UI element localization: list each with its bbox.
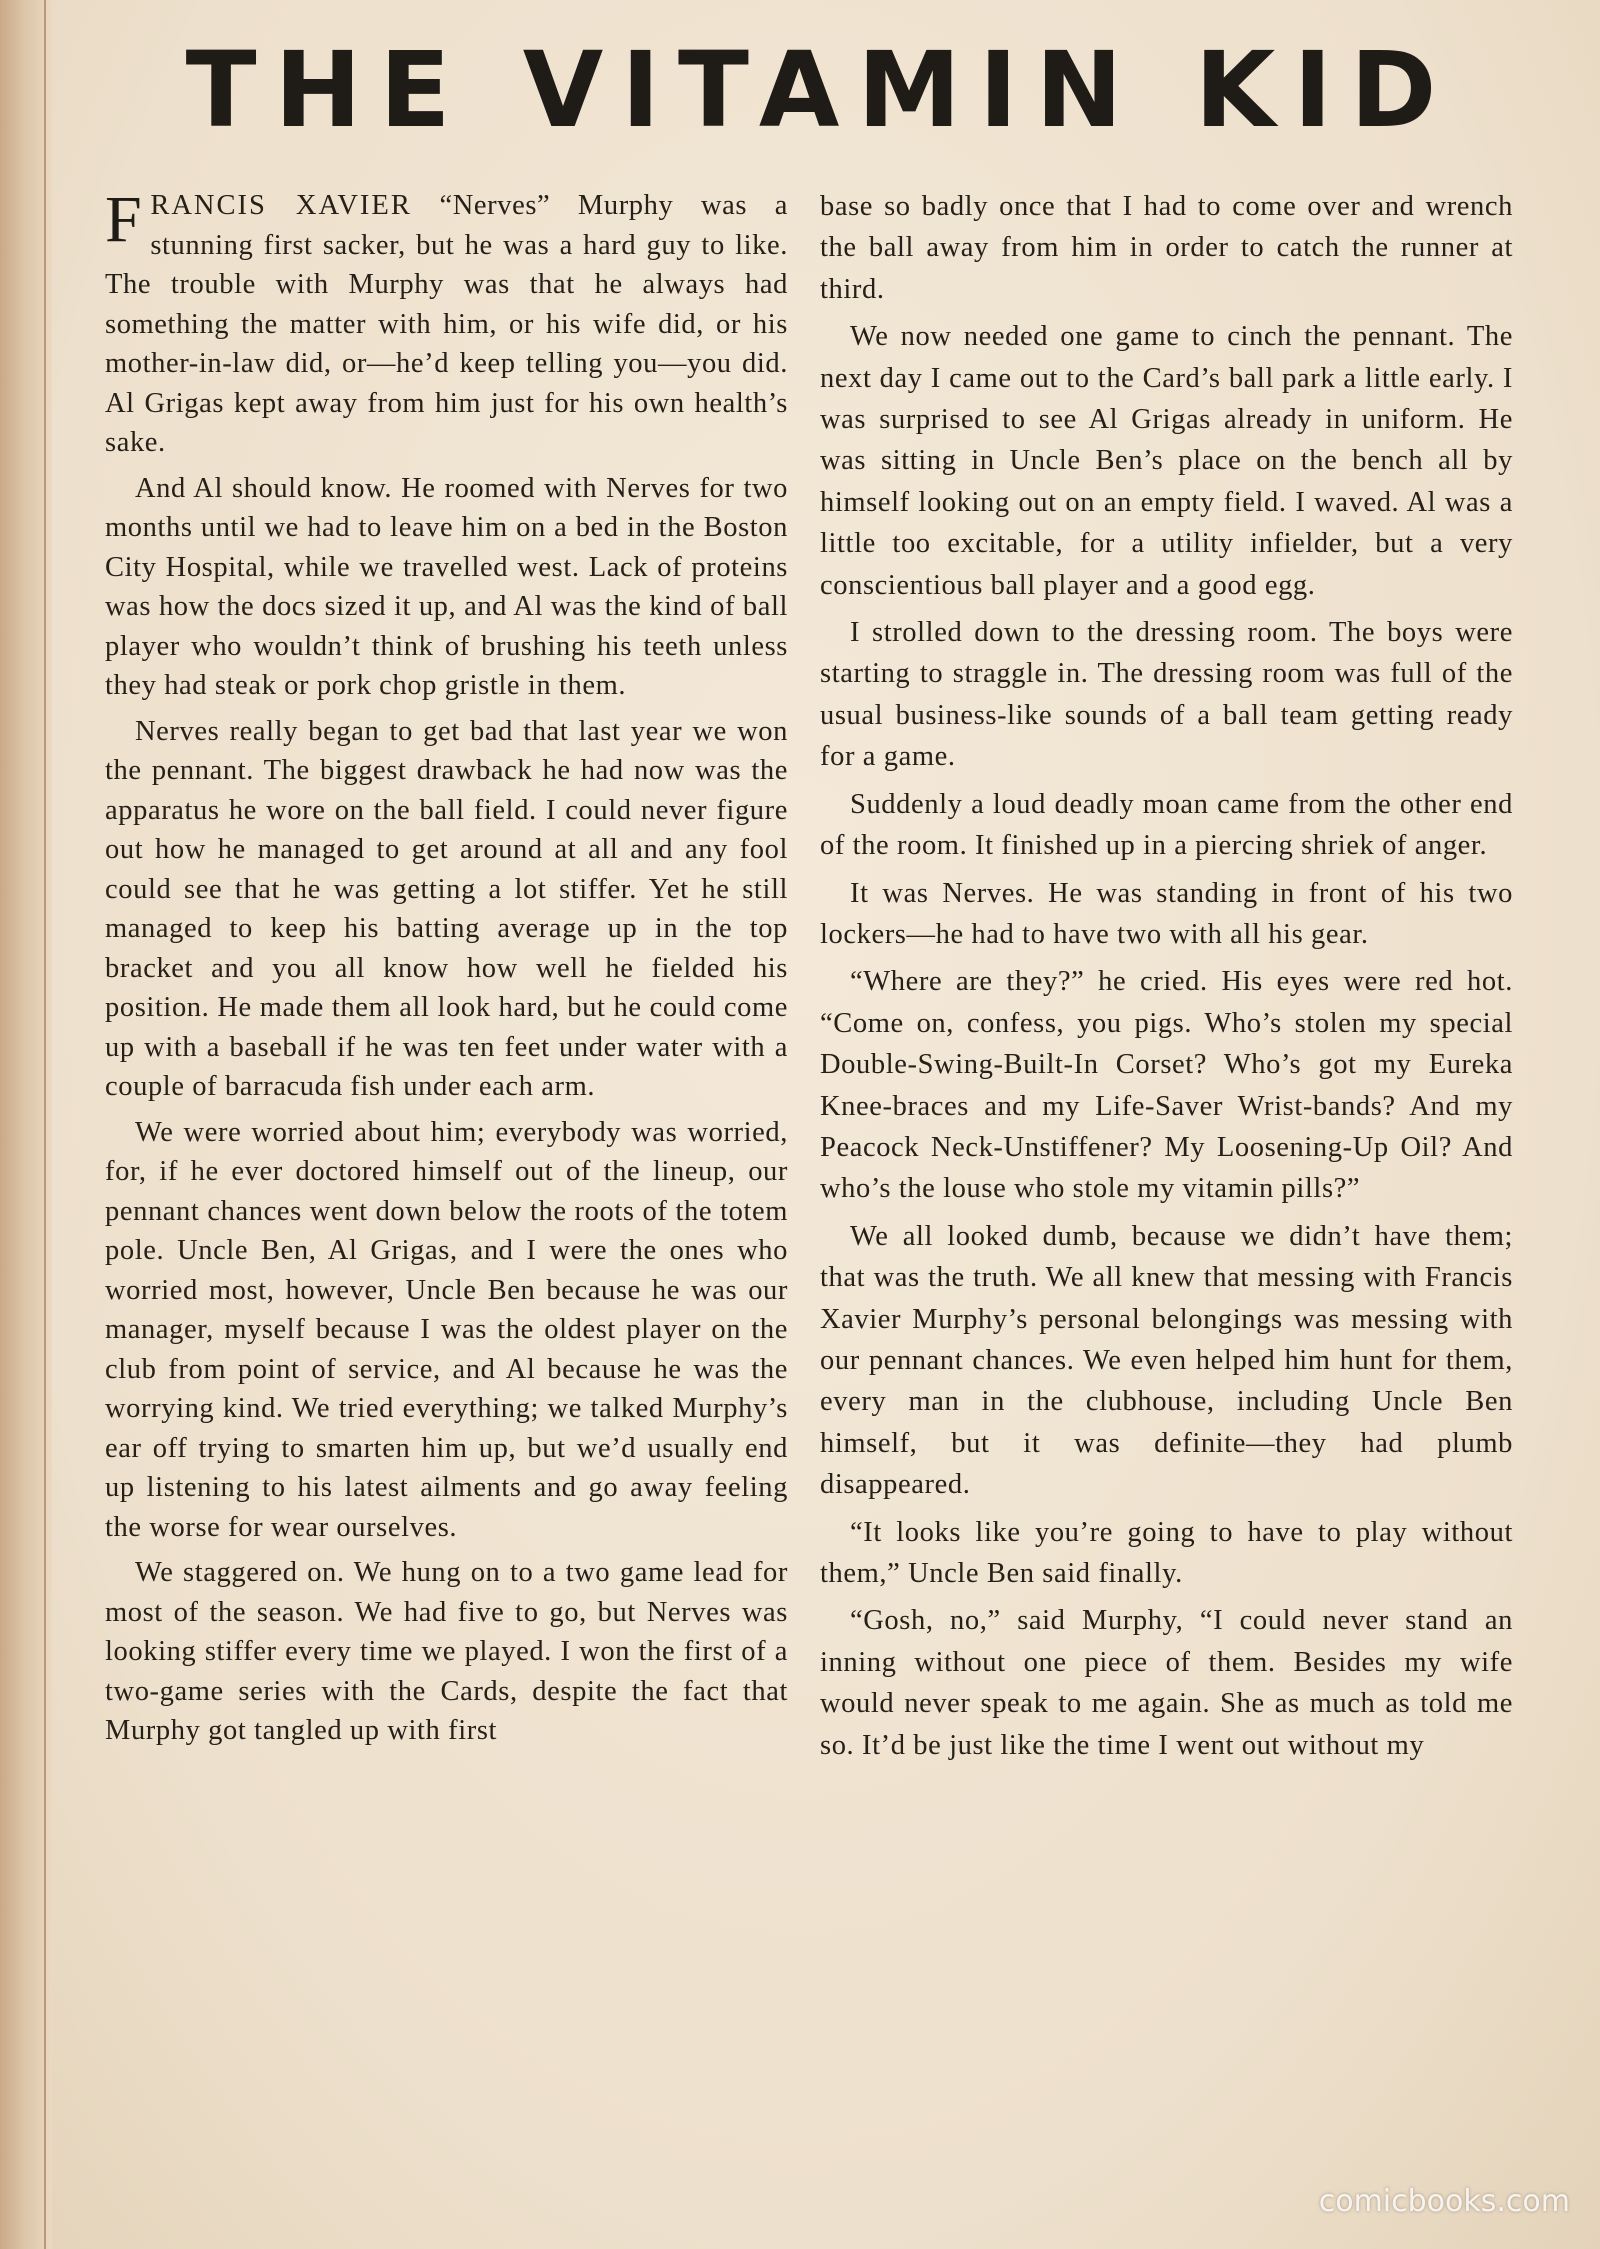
opening-text: “Nerves” Murphy was a stunning first sacker, but he was a hard guy to like. The trouble with Murphy was that he always had something the matter with him, or his wife did, or his mother-in-law did, or—he’d keep telling you—you did. Al Grigas kept away from him just for his own health’s sake. [105,190,788,458]
binding-line [44,0,46,2249]
paragraph: We all looked dumb, because we didn’t have them; that was the truth. We all knew that messing with Francis Xavier Murphy’s personal belongings was messing with our pennant chances. We even helped him hunt for them, every man in the clubhouse, including Uncle Ben himself, but it was definite—they had plumb disappeared. [820,1220,1513,1501]
paragraph: “It looks like you’re going to have to play without them,” Uncle Ben said finally. [820,1516,1513,1589]
paragraph: We staggered on. We hung on to a two game lead for most of the season. We had five to go, but Nerves was looking stiffer every time we played. I won the first of a two-game series with the Cards, despite the fact that Murphy got tangled up with first [105,1557,788,1746]
left-column [105,183,788,1757]
opening-paragraph [105,183,788,463]
paragraph: “Where are they?” he cried. His eyes were red hot. “Come on, confess, you pigs. Who’s stolen my special Double-Swing-Built-In Corset? Who’s got my Eureka Knee-braces and my Life-Saver Wrist-bands? And my Peacock Neck-Unstiffener? My Loosening-Up Oil? And who’s the louse who stole my vitamin pills?” [820,966,1513,1205]
right-column [820,186,1513,1772]
paragraph: We now needed one game to cinch the pennant. The next day I came out to the Card’s ball park a little early. I was surprised to see Al Grigas already in uniform. He was sitting in Uncle Ben’s place on the bench all by himself looking out on an empty field. I waved. Al was a little too excitable, for a utility infielder, but a very conscientious ball player and a good egg. [820,321,1513,601]
paragraph: Suddenly a loud deadly moan came from the other end of the room. It finished up in a piercing shriek of anger. [820,788,1513,862]
paragraph: And Al should know. He roomed with Nerves for two months until we had to leave him on a bed in the Boston City Hospital, while we travelled west. Lack of proteins was how the docs sized it up, and Al was the kind of ball player who wouldn’t think of brushing his teeth unless they had steak or pork chop gristle in them. [105,472,788,701]
paragraph: We were worried about him; everybody was worried, for, if he ever doctored himself out of the lineup, our pennant chances went down below the roots of the totem pole. Uncle Ben, Al Grigas, and I were the ones who worried most, however, Uncle Ben because he was our manager, myself because I was the oldest player on the club from point of service, and Al because he was the worrying kind. We tried everything; we talked Murphy’s ear off trying to smarten him up, but we’d usually end up listening to his latest ailments and go away feeling the worse for wear ourselves. [105,1116,788,1543]
story-title: THE VITAMIN KID [185,29,1455,151]
site-watermark: comicbooks.com [1318,2184,1570,2219]
drop-cap: F [105,183,143,256]
continued-paragraph: base so badly once that I had to come over and wrench the ball away from him in order to catch the runner at third. [820,191,1513,305]
opening-small-caps: RANCIS XAVIER [150,190,412,221]
paragraph: “Gosh, no,” said Murphy, “I could never stand an inning without one piece of them. Besides my wife would never speak to me again. She as much as told me so. It’d be just like the time I went out without my [820,1605,1513,1761]
paragraph: It was Nerves. He was standing in front of his two lockers—he had to have two with all his gear. [820,877,1513,950]
paragraph: Nerves really began to get bad that last year we won the pennant. The biggest drawback he had now was the apparatus he wore on the ball field. I could never figure out how he managed to get around at all and any fool could see that he was getting a lot stiffer. Yet he still managed to keep his batting average up in the top bracket and you all know how well he fielded his position. He made them all look hard, but he could come up with a baseball if he was ten feet under water with a couple of barracuda fish under each arm. [105,715,788,1102]
paragraph: I strolled down to the dressing room. The boys were starting to straggle in. The dressing room was full of the usual business-like sounds of a ball team getting ready for a game. [820,617,1513,773]
